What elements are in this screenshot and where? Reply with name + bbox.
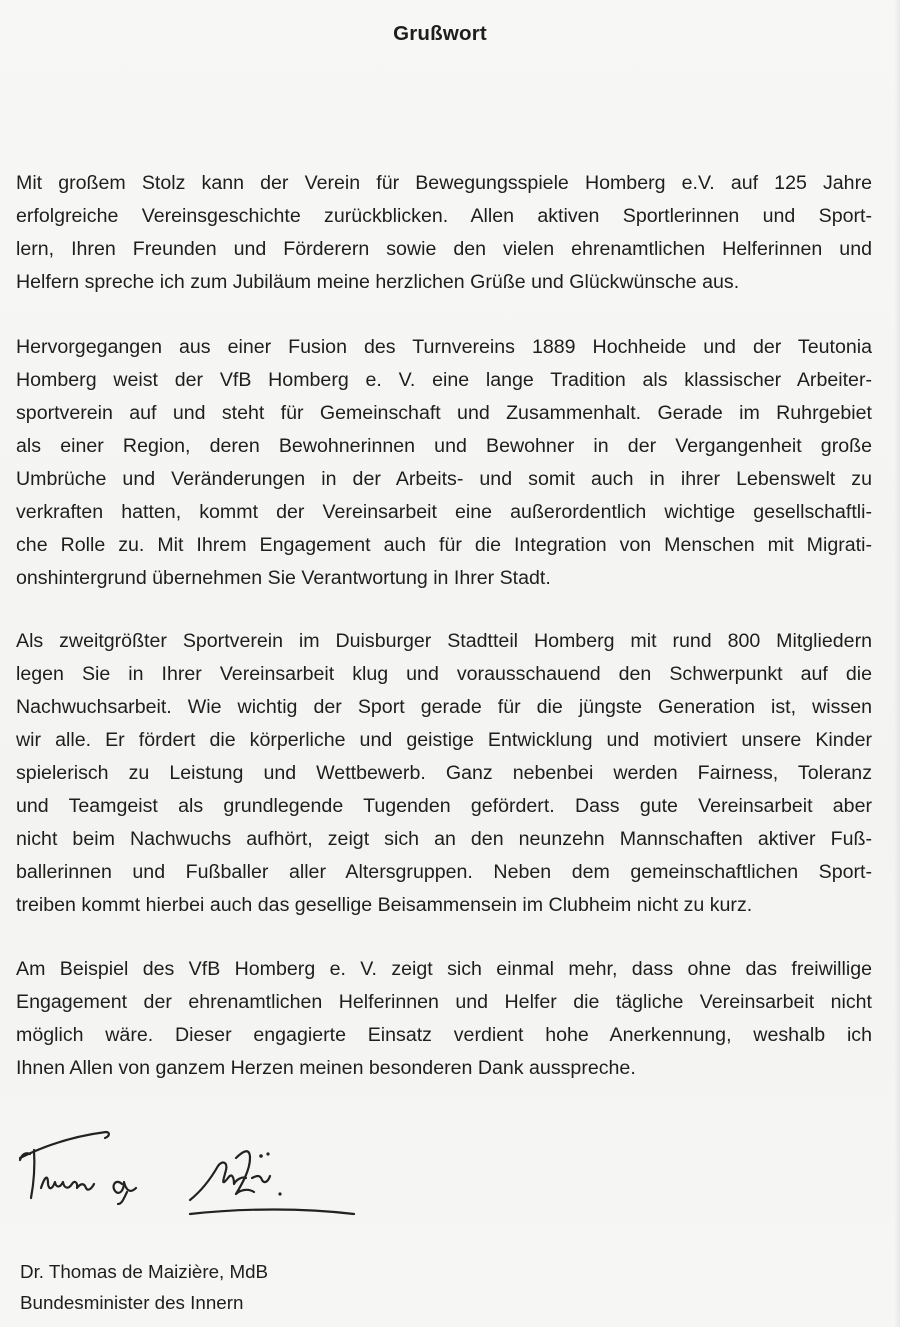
paragraph-3 xyxy=(16,625,872,922)
text-line: legen Sie in Ihrer Vereinsarbeit klug und vorausschauend den Schwerpunkt auf die xyxy=(16,663,872,685)
text-line: Hervorgegangen aus einer Fusion des Turnvereins 1889 Hochheide und der Teutonia xyxy=(16,336,872,358)
text-line: Homberg weist der VfB Homberg e. V. eine lange Tradition als klassischer Arbeiter- xyxy=(16,369,872,391)
signer-role: Bundesminister des Innern xyxy=(20,1292,244,1313)
text-line: ballerinnen und Fußballer aller Altersgruppen. Neben dem gemeinschaftlichen Sport- xyxy=(16,861,872,883)
text-line: lern, Ihren Freunden und Förderern sowie den vielen ehrenamtlichen Helferinnen und xyxy=(16,238,872,260)
text-line: Helfern spreche ich zum Jubiläum meine herzlichen Grüße und Glückwünsche aus. xyxy=(16,271,740,293)
text-line: Als zweitgrößter Sportverein im Duisburger Stadtteil Homberg mit rund 800 Mitgliedern xyxy=(16,630,872,652)
text-line: treiben kommt hierbei auch das gesellige Beisammensein im Clubheim nicht zu kurz. xyxy=(16,894,753,916)
paragraph-1 xyxy=(16,167,872,299)
text-line: als einer Region, deren Bewohnerinnen und Bewohner in der Vergangenheit große xyxy=(16,435,872,457)
text-line: erfolgreiche Vereinsgeschichte zurückblicken. Allen aktiven Sportlerinnen und Sport- xyxy=(16,205,872,227)
text-line: Umbrüche und Veränderungen in der Arbeits- und somit auch in ihrer Lebenswelt zu xyxy=(16,468,872,490)
text-line: Am Beispiel des VfB Homberg e. V. zeigt sich einmal mehr, dass ohne das freiwillige xyxy=(16,958,872,980)
scan-edge-shadow xyxy=(894,0,900,1327)
text-line: möglich wäre. Dieser engagierte Einsatz verdient hohe Anerkennung, weshalb ich xyxy=(16,1024,872,1046)
text-line: sportverein auf und steht für Gemeinschaft und Zusammenhalt. Gerade im Ruhrgebiet xyxy=(16,402,872,424)
paragraph-4 xyxy=(16,953,872,1085)
text-line: Mit großem Stolz kann der Verein für Bewegungsspiele Homberg e.V. auf 125 Jahre xyxy=(16,172,872,194)
signer-name: Dr. Thomas de Maizière, MdB xyxy=(20,1261,269,1282)
text-line: Nachwuchsarbeit. Wie wichtig der Sport gerade für die jüngste Generation ist, wissen xyxy=(16,696,872,718)
handwritten-signature xyxy=(14,1118,359,1230)
text-line: Engagement der ehrenamtlichen Helferinnen und Helfer die tägliche Vereinsarbeit nicht xyxy=(16,991,872,1013)
text-line: spielerisch zu Leistung und Wettbewerb. Ganz nebenbei werden Fairness, Toleranz xyxy=(16,762,872,784)
document-title: Grußwort xyxy=(393,22,487,45)
text-line: onshintergrund übernehmen Sie Verantwortung in Ihrer Stadt. xyxy=(16,567,551,589)
paragraph-2 xyxy=(16,331,872,595)
text-line: che Rolle zu. Mit Ihrem Engagement auch für die Integration von Menschen mit Migrati- xyxy=(16,534,872,556)
text-line: nicht beim Nachwuchs aufhört, zeigt sich an den neunzehn Mannschaften aktiver Fuß- xyxy=(16,828,872,850)
text-line: und Teamgeist als grundlegende Tugenden gefördert. Dass gute Vereinsarbeit aber xyxy=(16,795,872,817)
text-line: wir alle. Er fördert die körperliche und geistige Entwicklung und motiviert unsere Kinder xyxy=(16,729,872,751)
text-line: verkraften hatten, kommt der Vereinsarbeit eine außerordentlich wichtige gesellschaftli- xyxy=(16,501,872,523)
text-line: Ihnen Allen von ganzem Herzen meinen besonderen Dank ausspreche. xyxy=(16,1057,636,1079)
